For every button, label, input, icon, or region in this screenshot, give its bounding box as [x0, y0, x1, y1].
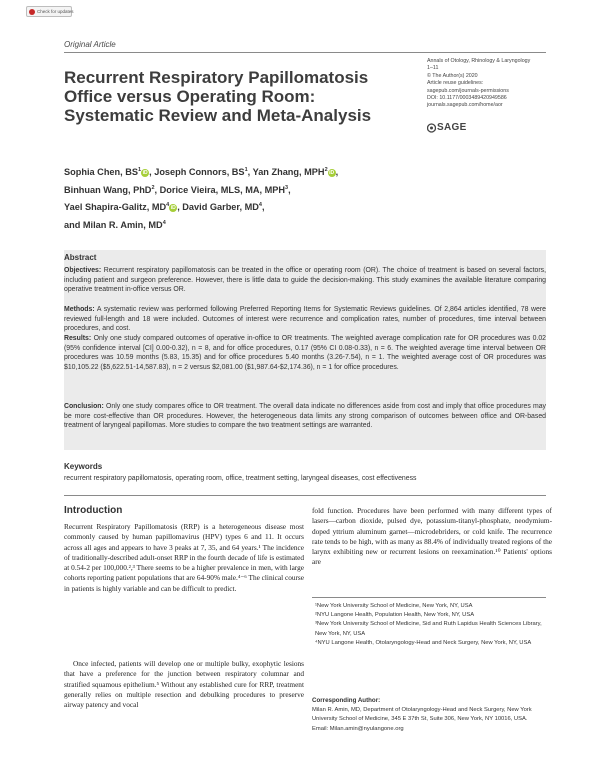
corresponding-author-email[interactable]: Email: Milan.amin@nyulangone.org	[312, 725, 404, 732]
author-list	[64, 163, 484, 233]
corresponding-author-details	[312, 706, 546, 734]
journal-copyright: © The Author(s) 2020	[427, 72, 478, 79]
journal-name: Annals of Otology, Rhinology & Laryngology	[427, 58, 531, 64]
author-affiliation-marker: 1	[244, 167, 248, 173]
article-title: Recurrent Respiratory Papillomatosis Office versus Operating Room: Systematic Review and Meta-Analysis	[64, 68, 372, 125]
sage-logo-text: SAGE	[437, 122, 467, 133]
introduction-paragraph-2: Once infected, patients will develop one or multiple bulky, exophytic lesions that have a preference for the junction between respiratory columnar and stratified squamous epithelium.⁵ Without any established cure for RRP, treatment generally relies on multiple resection and debulking procedures to preserve airway patency and vocal	[64, 659, 304, 710]
author-name: Yan Zhang, MPH	[252, 167, 325, 178]
introduction-paragraph-continued: fold function. Procedures have been performed with many different types of lasers—carbon dioxide, pulsed dye, potassium-titanyl-phosphate, neodymium-doped yttrium aluminum garnet—microdebriders, or cold knife. The recurrence rate tends to be high, with as many as 88.4% of individually treated regions of the larynx exhibiting new or recurrent lesions on reexamination.¹⁰ Patients' options are	[312, 506, 552, 567]
author-separator: ,	[154, 184, 160, 195]
journal-info	[427, 58, 557, 110]
author-separator: ,	[261, 202, 265, 213]
keywords-heading: Keywords	[64, 462, 103, 471]
doi-link[interactable]: DOI: 10.1177/0003489420949586	[427, 95, 507, 102]
author-name: and Milan R. Amin, MD	[64, 219, 163, 230]
author-affiliation-marker: 2	[324, 167, 328, 173]
conclusion-label: Conclusion:	[64, 403, 104, 410]
abstract-methods	[64, 305, 546, 334]
introduction-heading: Introduction	[64, 505, 123, 516]
article-type-label: Original Article	[64, 40, 116, 49]
author-name: Joseph Connors, BS	[154, 167, 245, 178]
affiliation-2: ²NYU Langone Health, Population Health, New York, NY, USA	[315, 612, 475, 619]
affiliations-divider	[312, 597, 546, 598]
abstract-objectives	[64, 266, 546, 295]
orcid-icon[interactable]: iD	[170, 205, 176, 212]
orcid-icon[interactable]: iD	[329, 170, 335, 177]
methods-text: A systematic review was performed following Preferred Reporting Items for Systematic Reviews guidelines. Of 2,864 articles identified, 78 were reviewed full-length and 18 were included. Outcomes of interest were recurrence and complication rates, number of procedures, time interval between procedures, and cost.	[64, 306, 546, 333]
author-separator: ,	[288, 184, 291, 195]
abstract-heading: Abstract	[64, 253, 97, 262]
introduction-paragraph-1: Recurrent Respiratory Papillomatosis (RRP) is a heterogeneous disease most commonly caused by human papillomavirus (HPV) types 6 and 11. It occurs across all ages and appears to have 3 peaks at 7, 35, and 64 years.¹ The incidence of traditionally-described adult-onset RRP in the fourth decade of life is estimated at 0.54-2 per 100,000.²,³ There seems to be a higher prevalence in men, with large cohorts reporting patient populations that are 64-90% male.⁴⁻⁶ The clinical course in patients is highly variable and can be difficult to predict.	[64, 522, 305, 593]
author-name: Yael Shapira-Galitz, MD	[64, 202, 167, 213]
author-affiliation-marker: 4	[258, 202, 262, 209]
author-affiliation-marker: 2	[151, 184, 155, 191]
author-affiliation-marker: 1	[138, 167, 142, 173]
check-updates-icon	[29, 9, 35, 15]
affiliation-3: ³New York University School of Medicine, Sid and Ruth Lapidus Health Sciences Library, New York, NY, USA	[315, 621, 542, 637]
objectives-label: Objectives:	[64, 267, 102, 274]
objectives-text: Recurrent respiratory papillomatosis can be treated in the office or operating room (OR). The choice of treatment is based on several factors, including patient and surgeon preference. However, there is little data to guide the decision-making. This study examines the available literature comparing operative treatment in-office versus OR.	[64, 267, 546, 294]
keywords-list: recurrent respiratory papillomatosis, operating room, office, treatment setting, laryngeal diseases, cost effectiveness	[64, 475, 417, 482]
author-separator: ,	[177, 202, 183, 213]
check-updates-label: Check for updates	[37, 9, 74, 14]
corresponding-author-heading: Corresponding Author:	[312, 697, 381, 704]
author-name: Dorice Vieira, MLS, MA, MPH	[159, 184, 286, 195]
journal-home-link[interactable]: journals.sagepub.com/home/aor	[427, 102, 503, 109]
permissions-link[interactable]: sagepub.com/journals-permissions	[427, 87, 509, 94]
affiliations	[312, 602, 546, 648]
author-affiliation-marker: 4	[162, 219, 166, 226]
results-label: Results:	[64, 335, 92, 342]
check-for-updates-badge[interactable]	[26, 6, 72, 17]
sage-logo-icon	[427, 123, 436, 133]
abstract-conclusion	[64, 402, 546, 431]
conclusion-text: Only one study compares office to OR treatment. The overall data indicate no differences aside from cost and imply that office procedures may be more cost-effective than OR procedures. However, the heterogeneous data limits any strong comparison of outcomes between office and OR-based treatment of laryngeal papillomas. More studies to compare the two treatment settings are warranted.	[64, 403, 546, 430]
author-separator: ,	[247, 167, 253, 178]
journal-pages: 1–11	[427, 65, 439, 72]
journal-reuse: Article reuse guidelines:	[427, 80, 484, 87]
sage-logo	[427, 122, 467, 133]
author-name: Sophia Chen, BS	[64, 167, 139, 178]
affiliation-1: ¹New York University School of Medicine, New York, NY, USA	[315, 603, 473, 609]
affiliation-4: ⁴NYU Langone Health, Otolaryngology-Head and Neck Surgery, New York, NY, USA	[315, 639, 532, 646]
methods-label: Methods:	[64, 306, 95, 313]
header-divider	[64, 52, 546, 53]
author-name: Binhuan Wang, PhD	[64, 184, 152, 195]
abstract-results	[64, 334, 546, 373]
author-separator: ,	[335, 167, 339, 178]
keywords-divider	[64, 495, 546, 496]
author-separator: ,	[149, 167, 155, 178]
results-text: Only one study compared outcomes of operative in-office to OR treatments. The weighted average complication rate for OR procedures was 0.02 (95% confidence interval [CI] 0.00-0.32), n = 8, and for office procedures, 0.17 (95% CI 0.08-0.33), n = 6. The weighted average time interval between OR procedures was 10.59 months (5.83, 15.35) and for office procedures 5.40 months (3.26-7.54), n = 1. The weighted average cost of OR procedures was $10,105.22 ($5,622.51-14,587.83), n = 2 versus $2,081.00 ($1,987.64-$2,174.36), n = 1 for office procedures.	[64, 335, 546, 372]
corresponding-author-address: Milan R. Amin, MD, Department of Otolaryngology-Head and Neck Surgery, New York University School of Medicine, 345 E 37th St, Suite 306, New York, NY 10016, USA.	[312, 707, 532, 723]
author-name: David Garber, MD	[182, 202, 259, 213]
author-affiliation-marker: 3	[285, 184, 289, 191]
orcid-icon[interactable]: iD	[142, 170, 148, 177]
author-affiliation-marker: 4	[166, 202, 170, 209]
